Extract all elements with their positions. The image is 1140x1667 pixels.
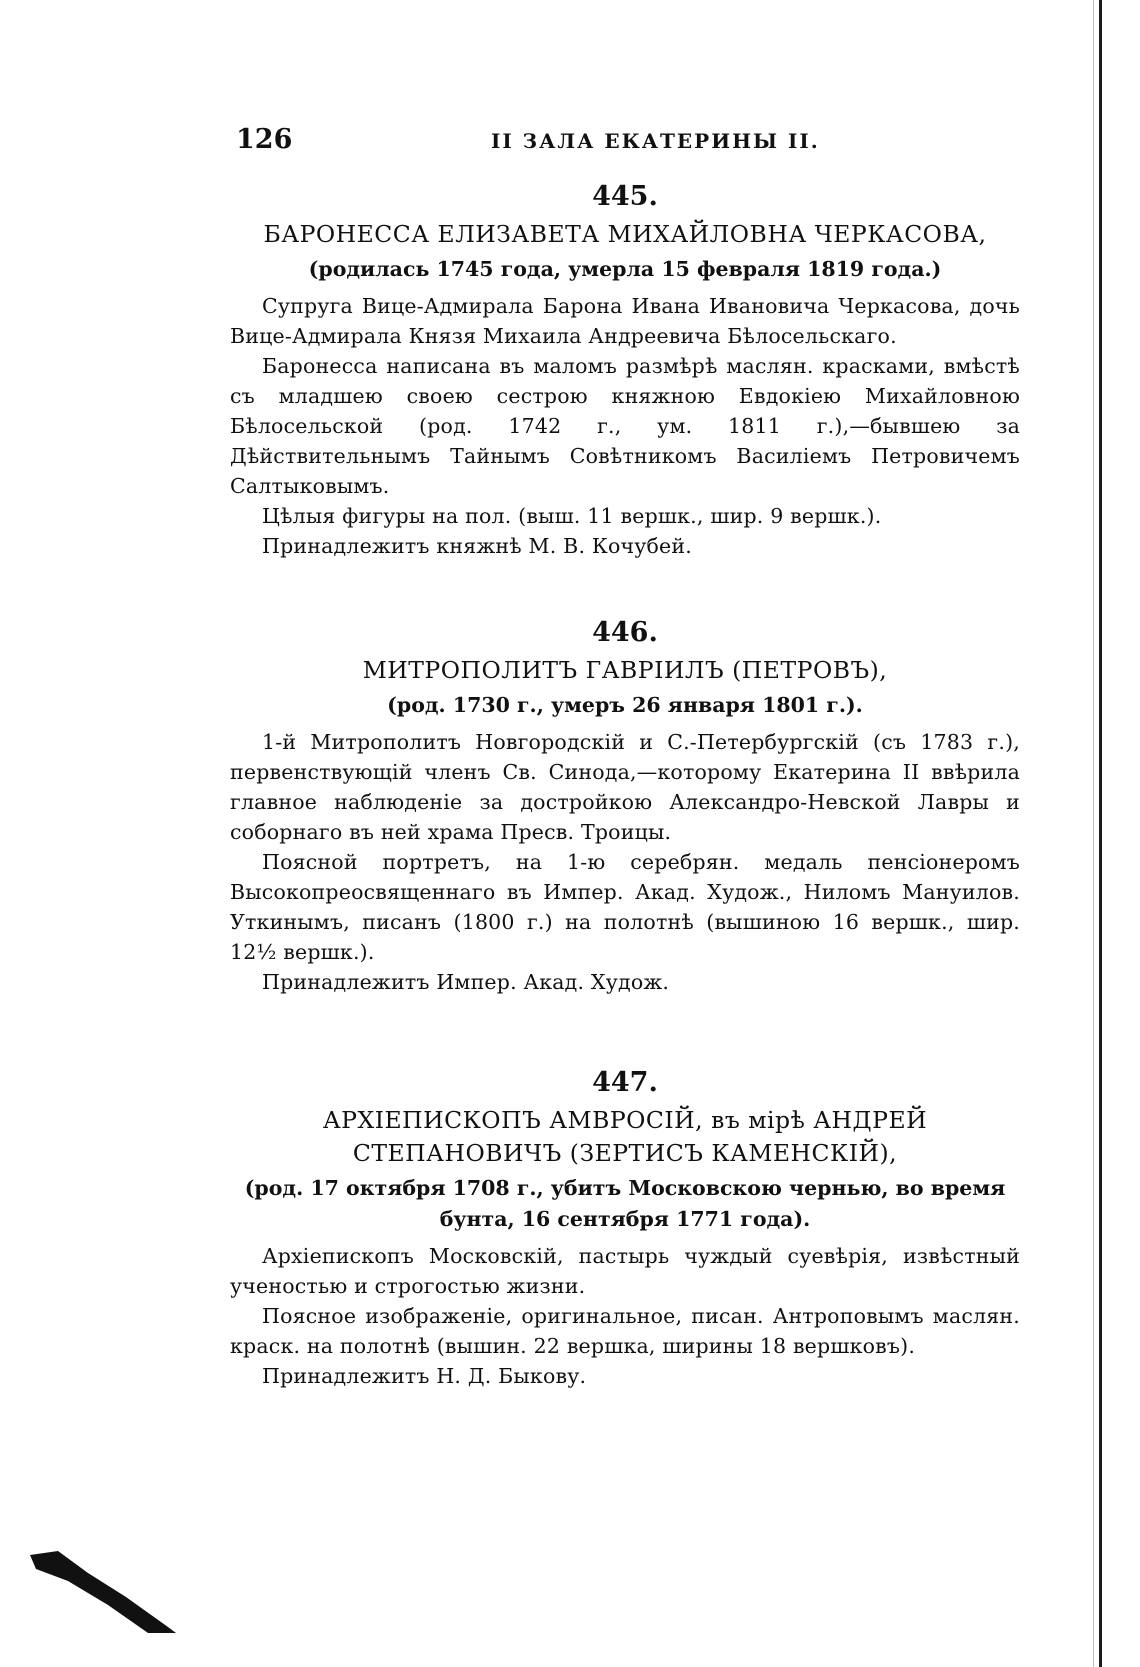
entry-paragraph: Принадлежитъ Импер. Акад. Худож.	[262, 970, 670, 994]
entry-title: АРХІЕПИСКОПЪ АМВРОСІЙ, въ мірѣ АНДРЕЙ СТЕПАНОВИЧЪ (ЗЕРТИСЪ КАМЕНСКІЙ),	[322, 1106, 928, 1167]
page-header	[236, 124, 836, 158]
page-edge-line	[1099, 0, 1102, 1667]
entry-title: БАРОНЕССА ЕЛИЗАВЕТА МИХАЙЛОВНА ЧЕРКАСОВА,	[263, 220, 987, 248]
entry-number: 447.	[592, 1067, 658, 1098]
catalog-entry-445	[230, 180, 1020, 561]
entry-paragraph: Поясной портретъ, на 1-ю серебрян. медаль пенсіонеромъ Высокопреосвященнаго въ Импер. Акад. Худож., Ниломъ Мануилов. Уткинымъ, писанъ (1800 г.) на полотнѣ (вышиною 16 вершк., шир. 12½ вершк.).	[230, 850, 1020, 964]
entry-paragraph: 1-й Митрополитъ Новгородскій и С.-Петербургскій (съ 1783 г.), первенствующій членъ Св. Синода,—которому Екатерина II ввѣрила главное наблюденіе за достройкою Александро-Невской Лавры и соборнаго въ ней храма Пресв. Троицы.	[230, 730, 1020, 844]
entry-paragraph: Поясное изображеніе, оригинальное, писан. Антроповымъ маслян. краск. на полотнѣ (вышин. 22 вершка, ширины 18 вершковъ).	[230, 1304, 1020, 1358]
entry-paragraph: Принадлежитъ Н. Д. Быкову.	[262, 1364, 587, 1388]
entry-dates: (род. 17 октября 1708 г., убитъ Московскою чернью, во время бунта, 16 сентября 1771 года).	[244, 1176, 1006, 1231]
entry-paragraph: Архіепископъ Московскій, пастырь чуждый суевѣрія, извѣстный ученостью и строгостью жизни.	[230, 1244, 1020, 1298]
entry-paragraph: Цѣлыя фигуры на пол. (выш. 11 вершк., шир. 9 вершк.).	[262, 504, 882, 528]
entry-number: 446.	[592, 617, 658, 648]
scan-smudge-mark	[28, 1545, 178, 1635]
entry-number: 445.	[592, 181, 658, 212]
entry-dates: (род. 1730 г., умеръ 26 января 1801 г.).	[387, 693, 863, 717]
catalog-entry-447	[230, 1066, 1020, 1391]
page-number: 126	[236, 124, 293, 155]
entry-paragraph: Баронесса написана въ маломъ размѣрѣ маслян. красками, вмѣстѣ съ младшею своею сестрою княжною Евдокіею Михайловною Бѣлосельской (род. 1742 г., ум. 1811 г.),—бывшею за Дѣйствительнымъ Тайнымъ Совѣтникомъ Василіемъ Петровичемъ Салтыковымъ.	[230, 354, 1020, 498]
entry-title: МИТРОПОЛИТЪ ГАВРІИЛЪ (ПЕТРОВЪ),	[362, 656, 888, 684]
running-head: II ЗАЛА ЕКАТЕРИНЫ II.	[491, 129, 820, 153]
entry-dates: (родилась 1745 года, умерла 15 февраля 1819 года.)	[308, 257, 942, 281]
entry-paragraph: Принадлежитъ княжнѣ М. В. Кочубей.	[262, 534, 692, 558]
page-edge-shadow	[1093, 0, 1094, 1667]
catalog-entry-446	[230, 616, 1020, 997]
entry-paragraph: Супруга Вице-Адмирала Барона Ивана Ивановича Черкасова, дочь Вице-Адмирала Князя Михаила Андреевича Бѣлосельскаго.	[230, 294, 1020, 348]
